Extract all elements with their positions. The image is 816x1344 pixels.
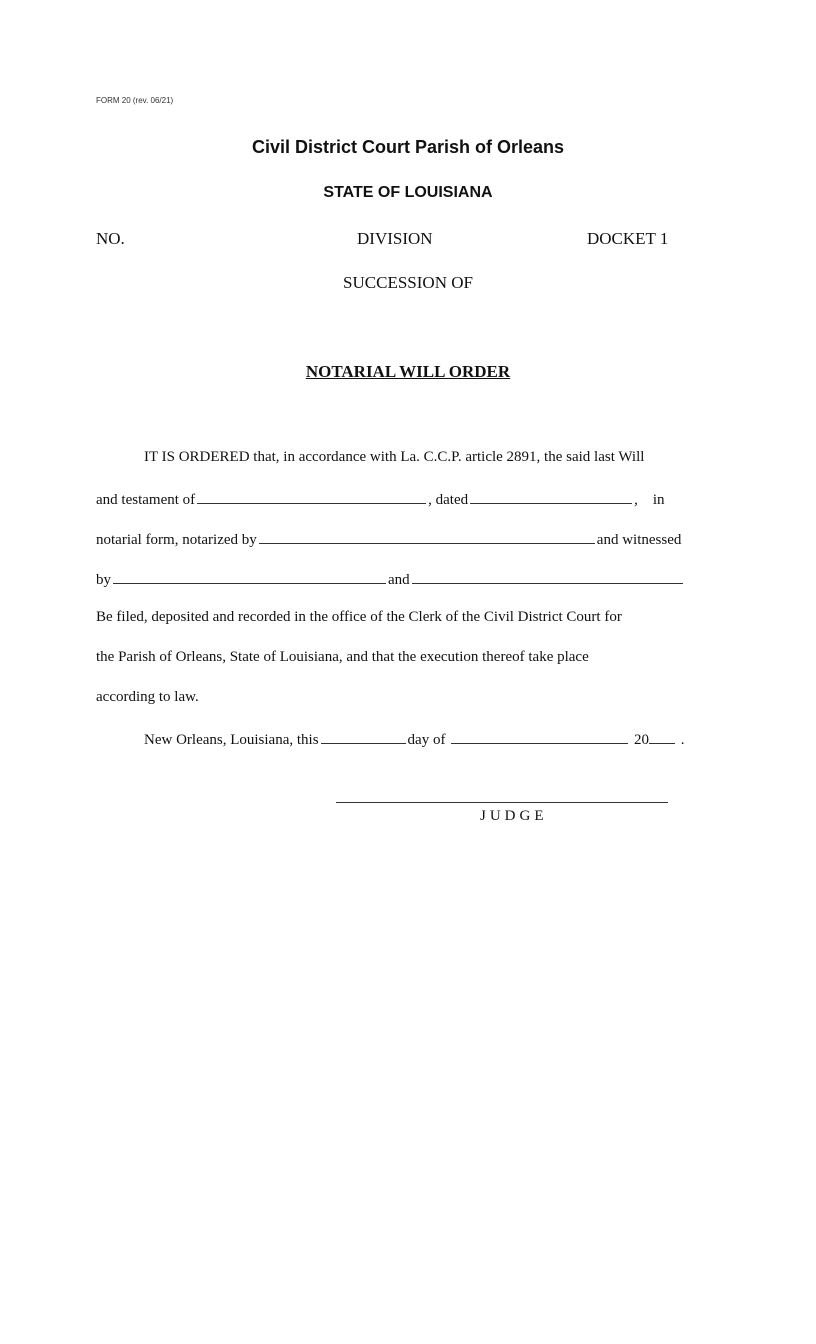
day-field[interactable] (321, 729, 406, 744)
body-line-8 (144, 729, 684, 749)
text: day of (407, 732, 446, 748)
will-date-field[interactable] (470, 489, 632, 504)
body-line-2 (96, 489, 665, 509)
text: notarial form, notarized by (96, 532, 257, 548)
month-field[interactable] (451, 729, 628, 744)
body-line-1: IT IS ORDERED that, in accordance with La. C.C.P. article 2891, the said last Will (144, 449, 645, 465)
document-title: NOTARIAL WILL ORDER (305, 362, 511, 381)
form-number: FORM 20 (rev. 06/21) (96, 96, 174, 105)
judge-label: JUDGE (480, 808, 548, 824)
text: , in (634, 492, 665, 508)
text: and testament of (96, 492, 196, 508)
body-line-6: the Parish of Orleans, State of Louisiana, and that the execution thereof take place (96, 649, 589, 665)
text: 20 (633, 732, 649, 748)
witness-1-field[interactable] (113, 569, 386, 584)
text: New Orleans, Louisiana, this (144, 732, 319, 748)
text: and witnessed (596, 532, 682, 548)
text: and (388, 572, 410, 588)
notary-name-field[interactable] (259, 529, 595, 544)
judge-signature-line[interactable] (336, 802, 668, 803)
body-line-3 (96, 529, 681, 549)
witness-2-field[interactable] (412, 569, 683, 584)
text: . (680, 732, 685, 748)
court-name: Civil District Court Parish of Orleans (251, 137, 565, 157)
division-label: DIVISION (357, 229, 433, 248)
docket-label: DOCKET 1 (587, 229, 669, 248)
case-number-label: NO. (96, 229, 125, 248)
body-line-5: Be filed, deposited and recorded in the office of the Clerk of the Civil District Court for (96, 609, 622, 625)
year-field[interactable] (649, 729, 675, 744)
text: , dated (428, 492, 469, 508)
state-name: STATE OF LOUISIANA (323, 184, 493, 201)
text: by (96, 572, 111, 588)
testator-name-field[interactable] (197, 489, 426, 504)
succession-of-label: SUCCESSION OF (343, 273, 473, 292)
body-line-7: according to law. (96, 689, 199, 705)
body-line-4 (96, 569, 685, 589)
